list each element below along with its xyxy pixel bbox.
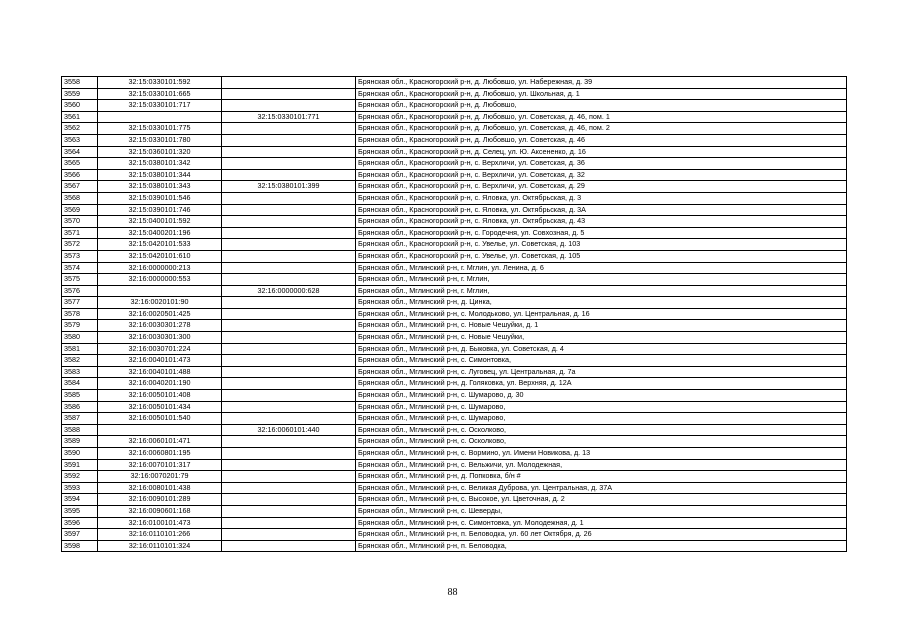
cadastral-number-cell: 32:15:0420101:610 (98, 250, 222, 262)
address-cell: Брянская обл., Красногорский р-н, с. Верхличи, ул. Советская, д. 32 (356, 169, 847, 181)
related-cadastral-number-cell (222, 123, 356, 135)
address-cell: Брянская обл., Красногорский р-н, с. Городечня, ул. Совхозная, д. 5 (356, 227, 847, 239)
row-number-cell: 3585 (62, 390, 98, 402)
table-row (62, 505, 847, 517)
cadastral-number-cell: 32:16:0050101:540 (98, 413, 222, 425)
address-cell: Брянская обл., Мглинский р-н, с. Новые Чешуйки, (356, 332, 847, 344)
table-row (62, 378, 847, 390)
cadastral-number-cell: 32:15:0360101:320 (98, 146, 222, 158)
related-cadastral-number-cell (222, 332, 356, 344)
cadastral-number-cell: 32:16:0050101:408 (98, 390, 222, 402)
related-cadastral-number-cell (222, 517, 356, 529)
cadastral-number-cell: 32:15:0330101:665 (98, 88, 222, 100)
row-number-cell: 3558 (62, 77, 98, 89)
cadastral-number-cell: 32:15:0400201:196 (98, 227, 222, 239)
cadastral-number-cell: 32:16:0040101:473 (98, 355, 222, 367)
table-row (62, 123, 847, 135)
table-row (62, 436, 847, 448)
row-number-cell: 3562 (62, 123, 98, 135)
address-cell: Брянская обл., Красногорский р-н, д. Любовшо, (356, 100, 847, 112)
cadastral-number-cell: 32:16:0030701:224 (98, 343, 222, 355)
address-cell: Брянская обл., Мглинский р-н, с. Вормино, ул. Имени Новикова, д. 13 (356, 448, 847, 460)
table-row (62, 482, 847, 494)
table-row (62, 77, 847, 89)
address-cell: Брянская обл., Красногорский р-н, с. Яловка, ул. Октябрьская, д. 3 (356, 192, 847, 204)
address-cell: Брянская обл., Мглинский р-н, п. Беловодка, (356, 540, 847, 552)
table-row (62, 494, 847, 506)
cadastral-number-cell: 32:16:0000000:213 (98, 262, 222, 274)
table-row (62, 274, 847, 286)
row-number-cell: 3597 (62, 529, 98, 541)
cadastral-number-cell: 32:16:0100101:473 (98, 517, 222, 529)
related-cadastral-number-cell (222, 239, 356, 251)
row-number-cell: 3598 (62, 540, 98, 552)
row-number-cell: 3563 (62, 134, 98, 146)
address-cell: Брянская обл., Красногорский р-н, д. Селец, ул. Ю. Аксененко, д. 16 (356, 146, 847, 158)
related-cadastral-number-cell (222, 343, 356, 355)
related-cadastral-number-cell (222, 401, 356, 413)
row-number-cell: 3591 (62, 459, 98, 471)
table-row (62, 540, 847, 552)
table-row (62, 111, 847, 123)
address-cell: Брянская обл., Мглинский р-н, с. Великая Дуброва, ул. Центральная, д. 37А (356, 482, 847, 494)
address-cell: Брянская обл., Мглинский р-н, с. Симонтовка, ул. Молодежная, д. 1 (356, 517, 847, 529)
cadastral-number-cell: 32:16:0000000:553 (98, 274, 222, 286)
address-cell: Брянская обл., Мглинский р-н, д. Попковка, б/н # (356, 471, 847, 483)
cadastral-number-cell: 32:16:0070201:79 (98, 471, 222, 483)
cadastral-number-cell: 32:16:0110101:266 (98, 529, 222, 541)
row-number-cell: 3595 (62, 505, 98, 517)
address-cell: Брянская обл., Мглинский р-н, д. Голяковка, ул. Верхняя, д. 12А (356, 378, 847, 390)
address-cell: Брянская обл., Красногорский р-н, с. Яловка, ул. Октябрьская, д. 43 (356, 216, 847, 228)
cadastral-number-cell: 32:16:0110101:324 (98, 540, 222, 552)
table-row (62, 413, 847, 425)
table-row (62, 169, 847, 181)
related-cadastral-number-cell (222, 436, 356, 448)
table-row (62, 320, 847, 332)
cadastral-number-cell: 32:15:0380101:343 (98, 181, 222, 193)
related-cadastral-number-cell (222, 378, 356, 390)
table-row (62, 297, 847, 309)
address-cell: Брянская обл., Мглинский р-н, с. Осколково, (356, 424, 847, 436)
related-cadastral-number-cell (222, 320, 356, 332)
row-number-cell: 3564 (62, 146, 98, 158)
table-row (62, 517, 847, 529)
related-cadastral-number-cell (222, 227, 356, 239)
row-number-cell: 3569 (62, 204, 98, 216)
table-row (62, 239, 847, 251)
row-number-cell: 3571 (62, 227, 98, 239)
cadastral-number-cell: 32:15:0390101:546 (98, 192, 222, 204)
table-row (62, 204, 847, 216)
table-row (62, 343, 847, 355)
related-cadastral-number-cell (222, 494, 356, 506)
cadastral-number-cell: 32:16:0040101:488 (98, 366, 222, 378)
row-number-cell: 3572 (62, 239, 98, 251)
row-number-cell: 3581 (62, 343, 98, 355)
address-cell: Брянская обл., Мглинский р-н, с. Шеверды, (356, 505, 847, 517)
cadastral-number-cell (98, 424, 222, 436)
related-cadastral-number-cell (222, 146, 356, 158)
table-row (62, 529, 847, 541)
row-number-cell: 3588 (62, 424, 98, 436)
address-cell: Брянская обл., Красногорский р-н, с. Яловка, ул. Октябрьская, д. 3А (356, 204, 847, 216)
cadastral-number-cell: 32:15:0330101:592 (98, 77, 222, 89)
cadastral-number-cell: 32:16:0020501:425 (98, 308, 222, 320)
cadastral-number-cell: 32:16:0060801:195 (98, 448, 222, 460)
cadastral-number-cell (98, 285, 222, 297)
row-number-cell: 3565 (62, 158, 98, 170)
table-row (62, 158, 847, 170)
row-number-cell: 3560 (62, 100, 98, 112)
cadastral-number-cell: 32:15:0330101:775 (98, 123, 222, 135)
address-cell: Брянская обл., Мглинский р-н, г. Мглин, (356, 285, 847, 297)
row-number-cell: 3570 (62, 216, 98, 228)
table-row (62, 355, 847, 367)
row-number-cell: 3567 (62, 181, 98, 193)
related-cadastral-number-cell (222, 274, 356, 286)
row-number-cell: 3580 (62, 332, 98, 344)
row-number-cell: 3561 (62, 111, 98, 123)
address-cell: Брянская обл., Мглинский р-н, г. Мглин, (356, 274, 847, 286)
related-cadastral-number-cell (222, 459, 356, 471)
table-row (62, 366, 847, 378)
row-number-cell: 3575 (62, 274, 98, 286)
row-number-cell: 3586 (62, 401, 98, 413)
address-cell: Брянская обл., Мглинский р-н, д. Быковка, ул. Советская, д. 4 (356, 343, 847, 355)
property-registry-table (61, 76, 847, 552)
related-cadastral-number-cell (222, 100, 356, 112)
table-row (62, 227, 847, 239)
row-number-cell: 3576 (62, 285, 98, 297)
row-number-cell: 3594 (62, 494, 98, 506)
address-cell: Брянская обл., Красногорский р-н, д. Любовшо, ул. Школьная, д. 1 (356, 88, 847, 100)
address-cell: Брянская обл., Красногорский р-н, с. Увелье, ул. Советская, д. 105 (356, 250, 847, 262)
cadastral-number-cell: 32:15:0380101:342 (98, 158, 222, 170)
table-row (62, 250, 847, 262)
related-cadastral-number-cell: 32:15:0330101:771 (222, 111, 356, 123)
table-row (62, 332, 847, 344)
table-row (62, 134, 847, 146)
row-number-cell: 3587 (62, 413, 98, 425)
address-cell: Брянская обл., Мглинский р-н, с. Луговец, ул. Центральная, д. 7а (356, 366, 847, 378)
table-row (62, 390, 847, 402)
related-cadastral-number-cell (222, 77, 356, 89)
address-cell: Брянская обл., Мглинский р-н, д. Цинка, (356, 297, 847, 309)
cadastral-number-cell: 32:16:0090101:289 (98, 494, 222, 506)
cadastral-number-cell: 32:16:0030301:278 (98, 320, 222, 332)
row-number-cell: 3559 (62, 88, 98, 100)
table-row (62, 262, 847, 274)
cadastral-number-cell: 32:15:0390101:746 (98, 204, 222, 216)
related-cadastral-number-cell (222, 448, 356, 460)
table-row (62, 181, 847, 193)
table-row (62, 448, 847, 460)
related-cadastral-number-cell (222, 390, 356, 402)
related-cadastral-number-cell (222, 355, 356, 367)
related-cadastral-number-cell (222, 297, 356, 309)
table-row (62, 216, 847, 228)
related-cadastral-number-cell (222, 308, 356, 320)
cadastral-number-cell: 32:16:0030301:300 (98, 332, 222, 344)
cadastral-number-cell: 32:16:0060101:471 (98, 436, 222, 448)
address-cell: Брянская обл., Красногорский р-н, с. Верхличи, ул. Советская, д. 36 (356, 158, 847, 170)
related-cadastral-number-cell (222, 540, 356, 552)
address-cell: Брянская обл., Мглинский р-н, п. Беловодка, ул. 60 лет Октября, д. 26 (356, 529, 847, 541)
row-number-cell: 3566 (62, 169, 98, 181)
cadastral-number-cell: 32:16:0070101:317 (98, 459, 222, 471)
row-number-cell: 3577 (62, 297, 98, 309)
related-cadastral-number-cell (222, 88, 356, 100)
address-cell: Брянская обл., Мглинский р-н, с. Шумарово, (356, 401, 847, 413)
address-cell: Брянская обл., Мглинский р-н, с. Новые Чешуйки, д. 1 (356, 320, 847, 332)
row-number-cell: 3578 (62, 308, 98, 320)
table-row (62, 424, 847, 436)
related-cadastral-number-cell (222, 366, 356, 378)
cadastral-number-cell: 32:16:0080101:438 (98, 482, 222, 494)
address-cell: Брянская обл., Мглинский р-н, с. Высокое, ул. Цветочная, д. 2 (356, 494, 847, 506)
cadastral-number-cell: 32:15:0330101:717 (98, 100, 222, 112)
table-row (62, 192, 847, 204)
row-number-cell: 3574 (62, 262, 98, 274)
related-cadastral-number-cell (222, 529, 356, 541)
address-cell: Брянская обл., Мглинский р-н, г. Мглин, ул. Ленина, д. 6 (356, 262, 847, 274)
row-number-cell: 3573 (62, 250, 98, 262)
related-cadastral-number-cell (222, 471, 356, 483)
cadastral-number-cell: 32:15:0420101:533 (98, 239, 222, 251)
address-cell: Брянская обл., Мглинский р-н, с. Симонтовка, (356, 355, 847, 367)
row-number-cell: 3592 (62, 471, 98, 483)
row-number-cell: 3589 (62, 436, 98, 448)
related-cadastral-number-cell (222, 505, 356, 517)
cadastral-number-cell: 32:15:0380101:344 (98, 169, 222, 181)
row-number-cell: 3584 (62, 378, 98, 390)
related-cadastral-number-cell (222, 204, 356, 216)
related-cadastral-number-cell (222, 262, 356, 274)
cadastral-number-cell: 32:15:0400101:592 (98, 216, 222, 228)
address-cell: Брянская обл., Красногорский р-н, д. Любовшо, ул. Набережная, д. 39 (356, 77, 847, 89)
table-row (62, 308, 847, 320)
cadastral-number-cell: 32:16:0040201:190 (98, 378, 222, 390)
related-cadastral-number-cell (222, 192, 356, 204)
table-row (62, 100, 847, 112)
row-number-cell: 3579 (62, 320, 98, 332)
cadastral-number-cell: 32:15:0330101:780 (98, 134, 222, 146)
related-cadastral-number-cell: 32:15:0380101:399 (222, 181, 356, 193)
table-row (62, 88, 847, 100)
address-cell: Брянская обл., Красногорский р-н, с. Верхличи, ул. Советская, д. 29 (356, 181, 847, 193)
related-cadastral-number-cell (222, 413, 356, 425)
row-number-cell: 3596 (62, 517, 98, 529)
address-cell: Брянская обл., Красногорский р-н, д. Любовшо, ул. Советская, д. 46 (356, 134, 847, 146)
address-cell: Брянская обл., Мглинский р-н, с. Молодьково, ул. Центральная, д. 16 (356, 308, 847, 320)
related-cadastral-number-cell (222, 482, 356, 494)
cadastral-number-cell: 32:16:0020101:90 (98, 297, 222, 309)
page-number: 88 (447, 587, 458, 598)
address-cell: Брянская обл., Мглинский р-н, с. Шумарово, (356, 413, 847, 425)
cadastral-number-cell: 32:16:0050101:434 (98, 401, 222, 413)
table-row (62, 146, 847, 158)
related-cadastral-number-cell (222, 134, 356, 146)
row-number-cell: 3593 (62, 482, 98, 494)
related-cadastral-number-cell: 32:16:0060101:440 (222, 424, 356, 436)
row-number-cell: 3568 (62, 192, 98, 204)
related-cadastral-number-cell (222, 250, 356, 262)
table-row (62, 459, 847, 471)
address-cell: Брянская обл., Мглинский р-н, с. Шумарово, д. 30 (356, 390, 847, 402)
address-cell: Брянская обл., Красногорский р-н, с. Увелье, ул. Советская, д. 103 (356, 239, 847, 251)
address-cell: Брянская обл., Мглинский р-н, с. Вельжичи, ул. Молодежная, (356, 459, 847, 471)
address-cell: Брянская обл., Красногорский р-н, д. Любовшо, ул. Советская, д. 46, пом. 1 (356, 111, 847, 123)
table-row (62, 285, 847, 297)
registry-table-body (62, 77, 847, 552)
related-cadastral-number-cell (222, 169, 356, 181)
row-number-cell: 3590 (62, 448, 98, 460)
related-cadastral-number-cell (222, 158, 356, 170)
cadastral-number-cell: 32:16:0090601:168 (98, 505, 222, 517)
table-row (62, 401, 847, 413)
address-cell: Брянская обл., Красногорский р-н, д. Любовшо, ул. Советская, д. 46, пом. 2 (356, 123, 847, 135)
cadastral-number-cell (98, 111, 222, 123)
related-cadastral-number-cell: 32:16:0000000:628 (222, 285, 356, 297)
table-row (62, 471, 847, 483)
row-number-cell: 3583 (62, 366, 98, 378)
related-cadastral-number-cell (222, 216, 356, 228)
address-cell: Брянская обл., Мглинский р-н, с. Осколково, (356, 436, 847, 448)
row-number-cell: 3582 (62, 355, 98, 367)
